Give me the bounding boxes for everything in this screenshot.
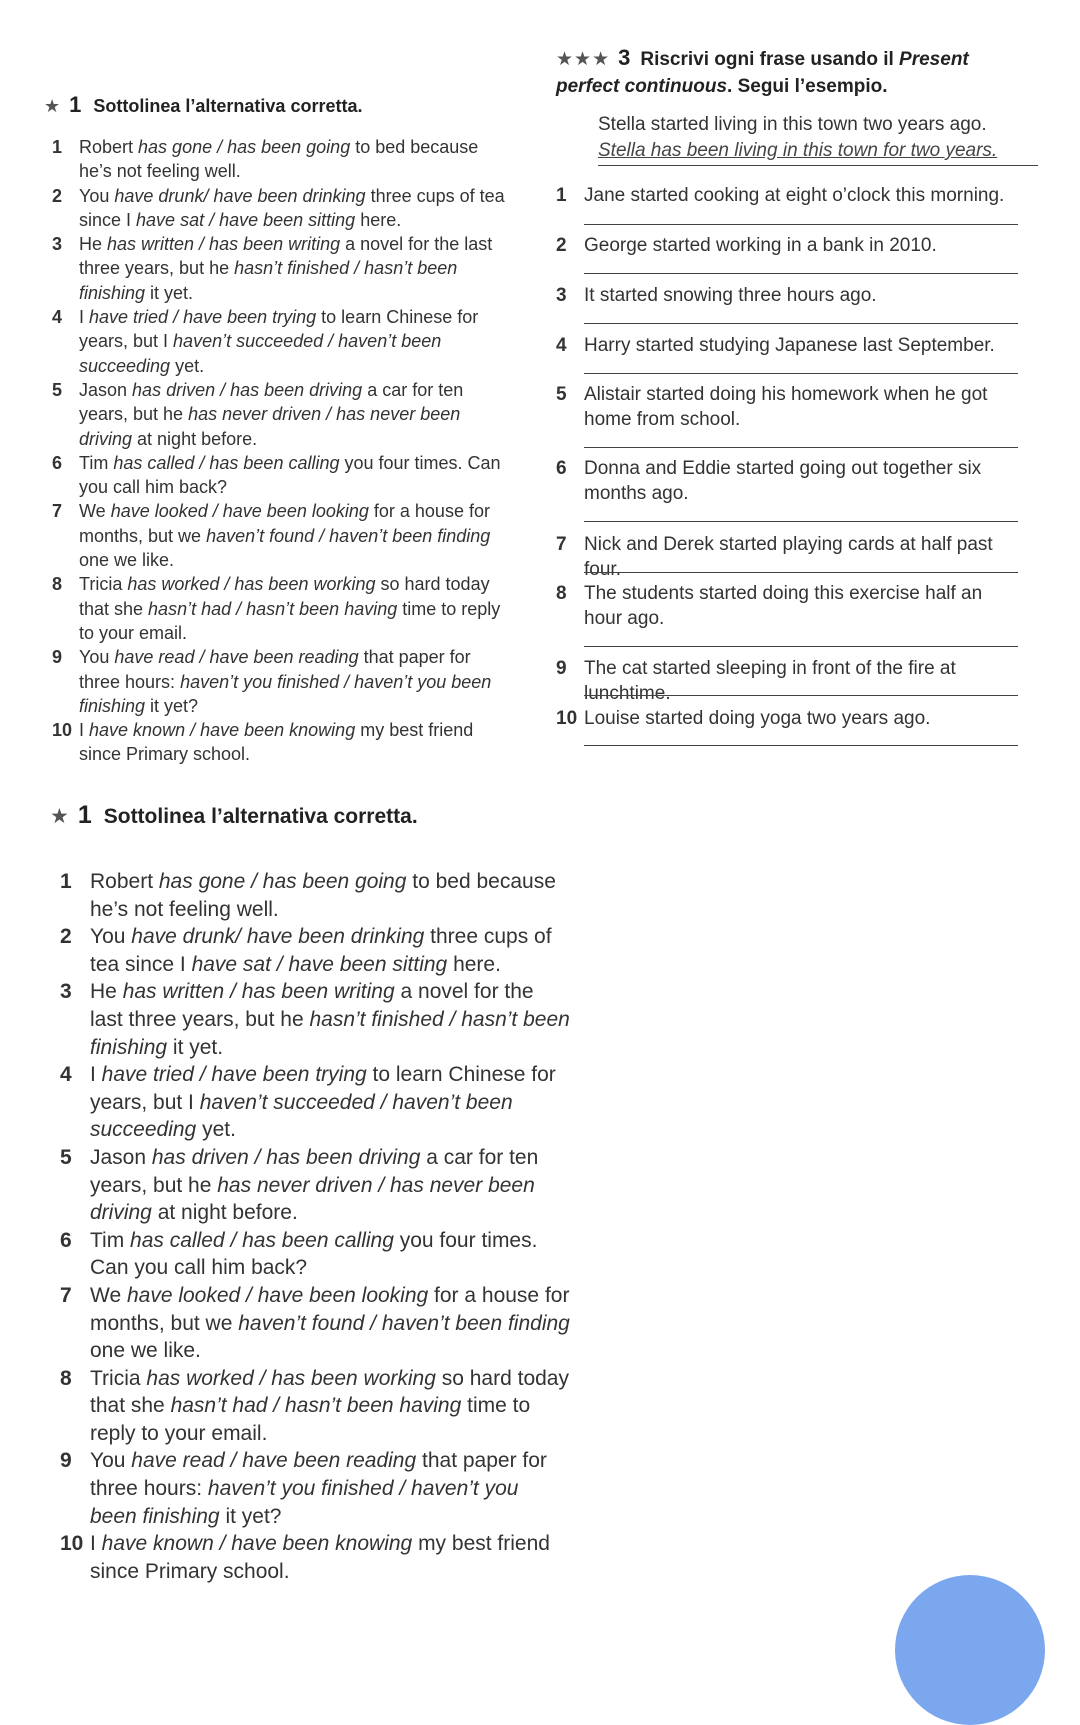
sentence-fragment: I [90, 1532, 102, 1556]
answer-option[interactable]: haven’t succeeded / haven’t been succeeding [79, 331, 442, 376]
item-number: 3 [60, 980, 72, 1004]
exercise-item [556, 333, 1018, 358]
item-text [79, 135, 507, 184]
sentence-fragment: time to reply to your email. [90, 1394, 531, 1445]
exercise-number: 1 [77, 801, 92, 829]
sentence-fragment: a car for ten years, but he [90, 1145, 539, 1197]
sentence-fragment: three cups of tea since I [79, 185, 505, 230]
item-text [90, 978, 570, 1061]
exercise-item [52, 305, 507, 378]
item-number: 9 [556, 658, 567, 679]
sentence-fragment: You [90, 1449, 132, 1473]
item-number: 3 [556, 285, 567, 306]
item-number: 10 [60, 1532, 84, 1556]
item-text [79, 499, 507, 572]
sentence-fragment: You [79, 647, 115, 668]
answer-option[interactable]: has driven / has been driving [132, 379, 363, 400]
sentence-fragment: so hard today that she [90, 1366, 569, 1418]
sentence-fragment: to bed because he’s not feeling well. [79, 137, 479, 182]
item-number: 9 [60, 1449, 72, 1473]
answer-line[interactable] [584, 572, 1018, 573]
item-text [79, 184, 507, 233]
sentence-fragment: I [79, 720, 90, 741]
answer-option[interactable]: haven’t found / haven’t been finding [206, 525, 491, 546]
answer-option[interactable]: haven’t you finished / haven’t you been finishing [90, 1477, 519, 1528]
exercise-item [556, 581, 1018, 631]
answer-option[interactable]: have tried / have been trying [101, 1063, 367, 1087]
item-number: 6 [556, 458, 567, 479]
sentence-fragment: you four times. Can you call him back? [90, 1228, 538, 1280]
exercise-item [60, 923, 570, 978]
sentence-fragment: at night before. [151, 1201, 298, 1225]
star-icon: ★ [44, 96, 62, 116]
sentence-fragment: it yet? [219, 1504, 282, 1528]
item-number: 4 [60, 1063, 72, 1087]
answer-option[interactable]: have drunk/ have been drinking [131, 925, 425, 949]
item-sentence: Louise started doing yoga two years ago. [584, 708, 931, 729]
sentence-fragment: You [90, 925, 132, 949]
sentence-fragment: a novel for the last three years, but he [90, 980, 534, 1031]
exercise-item [60, 1227, 570, 1282]
answer-line[interactable] [584, 745, 1018, 746]
exercise-item [556, 382, 1018, 432]
exercise-item [556, 706, 1018, 731]
sentence-fragment: Tricia [79, 574, 128, 595]
sentence-fragment: to learn Chinese for years, but I [79, 307, 479, 352]
sentence-fragment: He [79, 234, 108, 255]
item-text [90, 923, 570, 978]
item-text [90, 1530, 570, 1585]
answer-option[interactable]: have read / have been reading [131, 1449, 417, 1473]
sentence-fragment: He [90, 980, 123, 1004]
answer-option[interactable]: has never driven / has never been driving [79, 404, 461, 449]
sentence-fragment: to learn Chinese for years, but I [90, 1063, 556, 1114]
sentence-fragment: Robert [90, 870, 159, 893]
item-text [90, 868, 570, 923]
sentence-fragment: my best friend since Primary school. [90, 1532, 550, 1583]
sentence-fragment: one we like. [79, 550, 175, 571]
sentence-fragment: it yet. [145, 282, 194, 303]
item-number: 10 [556, 708, 578, 729]
sentence-fragment: to bed because he’s not feeling well. [90, 870, 556, 921]
item-number: 2 [52, 185, 63, 206]
item-text [79, 718, 507, 767]
item-sentence: George started working in a bank in 2010. [584, 235, 937, 256]
sentence-fragment: We [90, 1283, 127, 1307]
answer-option[interactable]: has gone / has been going [158, 870, 407, 893]
example-answer: Stella has been living in this town for two years. [598, 140, 998, 161]
sentence-fragment: so hard today that she [79, 574, 490, 619]
sentence-fragment: a novel for the last three years, but he [79, 234, 493, 279]
exercise-item [556, 283, 1018, 308]
exercise-item [52, 378, 507, 451]
item-sentence: Jane started cooking at eight o’clock this morning. [584, 185, 1005, 206]
sentence-fragment: one we like. [90, 1339, 201, 1363]
answer-option[interactable]: hasn’t had / hasn’t been having [170, 1394, 462, 1418]
exercise-3-example [598, 112, 1038, 166]
answer-line[interactable] [584, 521, 1018, 522]
sentence-fragment: Tricia [90, 1366, 147, 1390]
item-text [90, 1144, 570, 1227]
sentence-fragment: three cups of tea since I [90, 925, 552, 976]
exercise-item [52, 499, 507, 572]
answer-option[interactable]: have drunk/ have been drinking [114, 185, 366, 206]
item-number: 5 [556, 384, 567, 405]
instruction-a: Riscrivi ogni frase usando il [640, 49, 900, 70]
answer-option[interactable]: has never driven / has never been driving [90, 1173, 535, 1225]
answer-line[interactable] [584, 695, 1018, 696]
exercise-item [52, 572, 507, 645]
exercise-item [52, 718, 507, 767]
sentence-fragment: it yet? [145, 695, 199, 716]
exercise-item [60, 1061, 570, 1144]
exercise-item [60, 1282, 570, 1365]
answer-option[interactable]: has written / has been writing [122, 980, 395, 1004]
item-number: 2 [60, 925, 72, 949]
sentence-fragment: here. [447, 952, 501, 976]
sentence-fragment: Robert [79, 137, 139, 157]
item-text [90, 1365, 570, 1448]
sentence-fragment: for a house for months, but we [90, 1283, 570, 1335]
sentence-fragment: you four times. Can you call him back? [79, 452, 501, 498]
exercise-item [52, 184, 507, 233]
exercise-item [556, 532, 1018, 582]
star-icon: ★ [50, 805, 70, 828]
sentence-fragment: at night before. [132, 428, 258, 449]
instruction-b: Present perfect continuous [556, 49, 969, 97]
sentence-fragment: I [79, 307, 90, 328]
sentence-fragment: my best friend since Primary school. [79, 720, 474, 765]
exercise-item [52, 451, 507, 500]
item-number: 10 [52, 720, 73, 741]
exercise-item [556, 656, 1018, 706]
exercise-item [60, 1144, 570, 1227]
sentence-fragment: that paper for three hours: [79, 647, 471, 692]
item-sentence: Harry started studying Japanese last September. [584, 335, 995, 356]
exercise-1-large-header [50, 800, 418, 832]
instruction-c: . Segui l’esempio. [727, 76, 888, 97]
exercise-number: 1 [69, 92, 82, 117]
item-number: 3 [52, 234, 63, 255]
sentence-fragment: here. [355, 209, 402, 230]
exercise-item [52, 232, 507, 305]
answer-option[interactable]: hasn’t had / hasn’t been having [148, 598, 398, 619]
sentence-fragment: Tim [79, 452, 114, 473]
answer-option[interactable]: have sat / have been sitting [136, 209, 356, 230]
item-number: 1 [52, 137, 63, 157]
sentence-fragment: for a house for months, but we [79, 501, 490, 546]
item-sentence: It started snowing three hours ago. [584, 285, 877, 306]
item-text [79, 305, 507, 378]
sentence-fragment: yet. [196, 1118, 236, 1142]
item-text [79, 451, 507, 500]
answer-option[interactable]: has called / has been calling [113, 452, 340, 473]
answer-option[interactable]: has worked / has been working [146, 1366, 436, 1390]
exercise-item [60, 978, 570, 1061]
item-number: 5 [60, 1145, 72, 1169]
item-number: 9 [52, 647, 63, 668]
answer-option[interactable]: have sat / have been sitting [191, 952, 448, 976]
item-text [90, 1061, 570, 1144]
example-sentence: Stella started living in this town two years ago. [598, 114, 987, 135]
sentence-fragment: Tim [90, 1228, 131, 1252]
answer-option[interactable]: have known / have been knowing [89, 720, 356, 741]
exercise-title: Sottolinea l’alternativa corretta. [103, 805, 418, 828]
sentence-fragment: that paper for three hours: [90, 1449, 547, 1501]
answer-line[interactable] [584, 323, 1018, 324]
answer-option[interactable]: hasn’t finished / hasn’t been finishing [79, 258, 458, 303]
answer-option[interactable]: have looked / have been looking [126, 1283, 429, 1307]
answer-line[interactable] [584, 646, 1018, 647]
sentence-fragment: We [79, 501, 111, 522]
item-text [79, 645, 507, 718]
sentence-fragment: time to reply to your email. [79, 598, 501, 643]
exercise-1-large-list [60, 868, 570, 1585]
exercise-item [556, 183, 1018, 208]
sentence-fragment: it yet. [167, 1035, 224, 1059]
difficulty-stars: ★★★ [556, 49, 611, 70]
exercise-1-small-list [52, 135, 507, 767]
answer-option[interactable]: hasn’t finished / hasn’t been finishing [90, 1007, 570, 1059]
answer-option[interactable]: haven’t succeeded / haven’t been succeeding [90, 1090, 513, 1142]
item-number: 7 [556, 534, 567, 555]
exercise-1-small-header [44, 92, 362, 119]
answer-option[interactable]: haven’t you finished / haven’t you been finishing [79, 671, 492, 716]
exercise-title: Sottolinea l’alternativa corretta. [93, 96, 363, 116]
item-number: 7 [52, 501, 63, 522]
item-text [79, 378, 507, 451]
exercise-3-header [556, 44, 1026, 100]
sentence-fragment: yet. [170, 355, 205, 376]
item-number: 4 [52, 307, 63, 328]
item-number: 1 [60, 870, 72, 893]
exercise-item [60, 1447, 570, 1530]
item-number: 6 [52, 452, 63, 473]
item-text [90, 1227, 570, 1282]
item-number: 7 [60, 1283, 72, 1307]
answer-line[interactable] [584, 273, 1018, 274]
example-answer-line [598, 138, 1038, 166]
item-number: 1 [556, 185, 567, 206]
item-number: 8 [52, 574, 63, 595]
exercise-item [60, 868, 570, 923]
answer-line[interactable] [584, 373, 1018, 374]
exercise-item [60, 1530, 570, 1585]
item-text [79, 572, 507, 645]
exercise-item [52, 135, 507, 184]
exercise-item [52, 645, 507, 718]
answer-option[interactable]: have looked / have been looking [110, 501, 369, 522]
exercise-item [60, 1365, 570, 1448]
sentence-fragment: Jason [90, 1145, 152, 1169]
answer-option[interactable]: has driven / has been driving [151, 1145, 421, 1169]
item-text [90, 1282, 570, 1365]
exercise-number: 3 [618, 45, 631, 70]
answer-option[interactable]: have known / have been knowing [101, 1532, 413, 1556]
answer-option[interactable]: haven’t found / haven’t been finding [238, 1311, 570, 1335]
item-sentence: The students started doing this exercise half an hour ago. [584, 583, 983, 629]
item-number: 6 [60, 1228, 72, 1252]
item-sentence: The cat started sleeping in front of the fire at lunchtime. [584, 658, 956, 704]
item-sentence: Alistair started doing his homework when he got home from school. [584, 384, 988, 430]
sentence-fragment: a car for ten years, but he [79, 379, 464, 425]
exercise-item [556, 456, 1018, 506]
item-number: 4 [556, 335, 567, 356]
answer-option[interactable]: have read / have been reading [114, 647, 359, 668]
answer-option[interactable]: has worked / has been working [127, 574, 376, 595]
answer-option[interactable]: has called / has been calling [130, 1228, 394, 1252]
answer-option[interactable]: has written / has been writing [107, 234, 341, 255]
sentence-fragment: Jason [79, 379, 133, 400]
item-number: 8 [60, 1366, 72, 1390]
item-sentence: Donna and Eddie started going out together six months ago. [584, 458, 982, 504]
item-number: 2 [556, 235, 567, 256]
item-number: 5 [52, 379, 63, 400]
sentence-fragment: You [79, 185, 115, 206]
floating-action-button[interactable] [895, 1575, 1045, 1725]
answer-option[interactable]: has gone / has been going [138, 137, 351, 157]
item-number: 8 [556, 583, 567, 604]
answer-line[interactable] [584, 224, 1018, 225]
answer-option[interactable]: have tried / have been trying [89, 307, 317, 328]
exercise-item [556, 233, 1018, 258]
sentence-fragment: I [90, 1063, 102, 1087]
item-text [90, 1447, 570, 1530]
item-text [79, 232, 507, 305]
answer-line[interactable] [584, 447, 1018, 448]
item-sentence: Nick and Derek started playing cards at half past four. [584, 534, 993, 580]
